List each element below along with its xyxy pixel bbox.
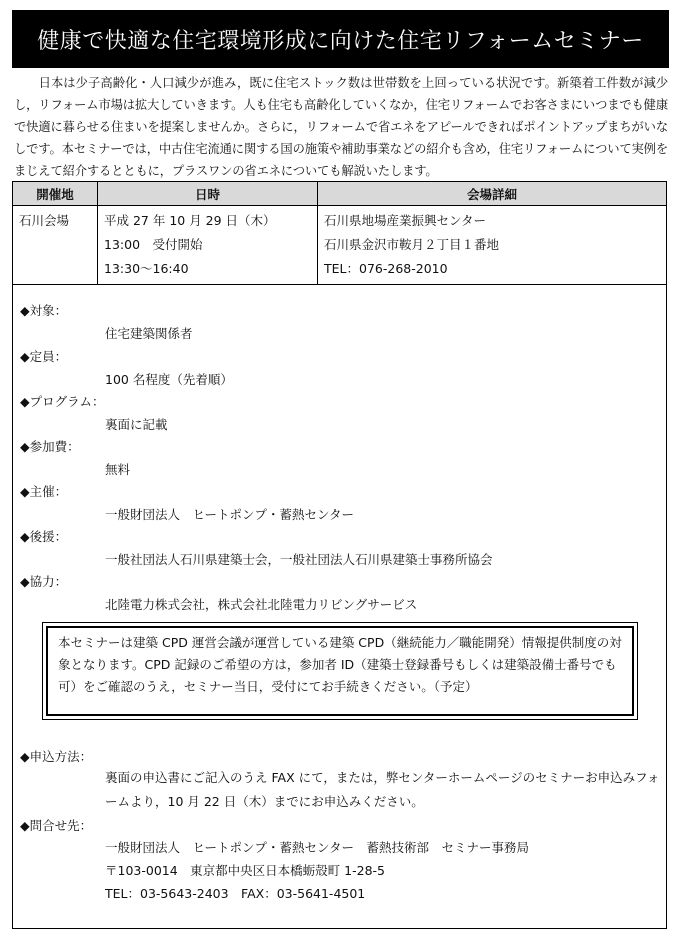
cell-venue — [318, 206, 667, 285]
target-label: ◆対象： — [20, 303, 68, 318]
venue-table-header-row — [13, 182, 667, 206]
apply-text: 裏面の申込書にご記入のうえ FAX にて，または，弊センターホームページのセミナーお申込みフォームより，10 月 22 日（木）までにお申込みください。 — [105, 770, 660, 809]
cell-datetime — [98, 206, 318, 285]
contact-label: ◆問合せ先： — [20, 818, 93, 833]
header-location: 開催地 — [13, 182, 98, 206]
fee-label: ◆参加費： — [20, 439, 80, 454]
page-title: 健康で快適な住宅環境形成に向けた住宅リフォームセミナー — [12, 10, 669, 68]
cell-location: 石川会場 — [13, 206, 98, 285]
table-row — [13, 206, 667, 285]
program-label: ◆プログラム： — [20, 394, 105, 409]
contact-phone-fax: TEL：03-5643-2403 FAX：03-5641-4501 — [105, 886, 366, 901]
reception-time: 13:00 受付開始 — [104, 237, 203, 252]
header-datetime: 日時 — [98, 182, 318, 206]
fee-value: 無料 — [105, 462, 131, 477]
venue-table — [12, 181, 667, 285]
cooperation-value: 北陸電力株式会社，株式会社北陸電力リビングサービス — [105, 597, 418, 612]
venue-name: 石川県地場産業振興センター — [324, 213, 487, 228]
capacity-value: 100 名程度（先着順） — [105, 372, 233, 387]
date-text: 平成 27 年 10 月 29 日（木） — [104, 213, 276, 228]
support-label: ◆後援： — [20, 529, 68, 544]
intro-paragraph: 日本は少子高齢化・人口減少が進み，既に住宅ストック数は世帯数を上回っている状況です。新築着工件数が減少し，リフォーム市場は拡大していきます。人も住宅も高齢化していくなか，住宅リフォームでお客さまにいつまでも健康で快適に暮らせる住まいを提案しませんか。さらに，リフォームで省エネをアピールできればポイントアップまちがいなしです。本セミナーでは，中古住宅流通に関する国の施策や補助事業などの紹介も含め，住宅リフォームについて実例をまじえて紹介するとともに，プラスワンの省エネについても解説いたします。 — [14, 76, 668, 178]
organizer-value: 一般財団法人 ヒートポンプ・蓄熱センター — [105, 507, 355, 522]
contact-address: 〒103-0014 東京都中央区日本橋蛎殻町 1-28-5 — [105, 863, 385, 878]
cpd-notice: 本セミナーは建築 CPD 運営会議が運営している建築 CPD（継続能力／職能開発）情報提供制度の対象となります。CPD 記録のご希望の方は，参加者 ID（建築士登録番号もしくは建築設備士番号でも可）をご確認のうえ，セミナー当日，受付にてお手続きください。（予定） — [46, 626, 634, 716]
apply-label: ◆申込方法： — [20, 749, 93, 764]
target-value: 住宅建築関係者 — [105, 326, 193, 341]
organizer-label: ◆主催： — [20, 484, 68, 499]
venue-address: 石川県金沢市鞍月２丁目１番地 — [324, 237, 500, 252]
support-value: 一般社団法人石川県建築士会，一般社団法人石川県建築士事務所協会 — [105, 552, 493, 567]
cooperation-label: ◆協力： — [20, 574, 68, 589]
contact-org: 一般財団法人 ヒートポンプ・蓄熱センター 蓄熱技術部 セミナー事務局 — [105, 840, 530, 855]
capacity-label: ◆定員： — [20, 349, 68, 364]
program-value: 裏面に記載 — [105, 417, 168, 432]
session-time: 13:30〜16:40 — [104, 261, 189, 276]
venue-phone: TEL：076-268-2010 — [324, 261, 448, 276]
header-venue-details: 会場詳細 — [318, 182, 667, 206]
